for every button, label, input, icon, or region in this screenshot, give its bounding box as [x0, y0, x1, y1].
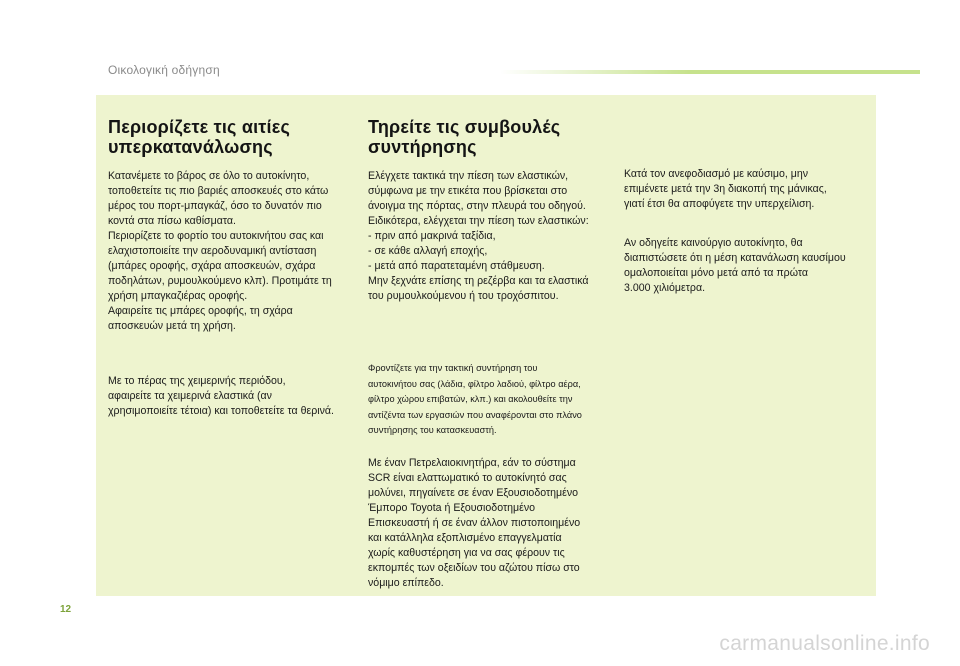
- new-car-consumption-paragraph: Αν οδηγείτε καινούργιο αυτοκίνητο, θα διαπιστώσετε ότι η μέση κατανάλωση καυσίμου ομαλοποιείται μόνο μετά από τα πρώτα 3.000 χιλιόμετρα.: [624, 237, 846, 294]
- regular-maintenance-paragraph: Φροντίζετε για την τακτική συντήρηση του αυτοκινήτου σας (λάδια, φίλτρο λαδιού, φίλτρο αέρα, φίλτρο χώρου επιβατών, κλπ.) και ακολουθείτε την αντίζέντα των εργασιών που αναφέρονται στο πλάνο συντήρησης του κατασκευαστή.: [368, 363, 582, 435]
- page-number: 12: [60, 604, 72, 615]
- tire-pressure-paragraph: Ελέγχετε τακτικά την πίεση των ελαστικών, σύμφωνα με την ετικέτα που βρίσκεται στο άνοιγμα της πόρτας, στην πλευρά του οδηγού. Ειδικότερα, ελέγχεται την πίεση των ελαστικών: - πριν από μακρινά ταξίδια, - σε κάθε αλλαγή εποχής, - μετά από παρατεταμένη στάθμευση. Μην ξεχνάτε επίσης τη ρεζέρβα και τα ελαστικά του ρυμουλκούμενου ή του τροχόσπιτου.: [368, 170, 589, 302]
- heading-maintenance-advice: Τηρείτε τις συμβουλές συντήρησης: [368, 117, 561, 157]
- watermark: carmanualsonline.info: [719, 632, 930, 655]
- header-accent-bar: [500, 70, 920, 74]
- load-distribution-paragraph: Κατανέμετε το βάρος σε όλο το αυτοκίνητο, τοποθετείτε τις πιο βαριές αποσκευές στο κάτω μέρος του πορτ-μπαγκάζ, όσο το δυνατόν πιο κοντά στα πίσω καθίσματα. Περιορίζετε το φορτίο του αυτοκινήτου σας και ελαχιστοποιείτε την αεροδυναμική αντίσταση (μπάρες οροφής, σχάρα αποσκευών, σχάρα ποδηλάτων, ρυμουλκούμενο κλπ). Προτιμάτε τη χρήση μπαγκαζιέρας οροφής. Αφαιρείτε τις μπάρες οροφής, τη σχάρα αποσκευών μετά τη χρήση.: [108, 170, 332, 332]
- middle-column: [368, 117, 618, 591]
- left-column: [108, 117, 356, 419]
- refueling-paragraph: Κατά τον ανεφοδιασμό με καύσιμο, μην επιμένετε μετά την 3η διακοπή της μάνικας, γιατί έτσι θα αποφύγετε την υπερχείλιση.: [624, 168, 827, 210]
- heading-reduce-overconsumption: Περιορίζετε τις αιτίες υπερκατανάλωσης: [108, 117, 291, 157]
- winter-tires-paragraph: Με το πέρας της χειμερινής περιόδου, αφαιρείτε τα χειμερινά ελαστικά (αν χρησιμοποιείτε τέτοια) και τοποθετείτε τα θερινά.: [108, 375, 334, 417]
- section-title: Οικολογική οδήγηση: [108, 63, 220, 77]
- right-column: [624, 167, 874, 296]
- scr-system-paragraph: Με έναν Πετρελαιοκινητήρα, εάν το σύστημα SCR είναι ελαττωματικό το αυτοκίνητό σας μολύνει, πηγαίνετε σε έναν Εξουσιοδοτημένο Έμπορο Toyota ή Εξουσιοδοτημένο Επισκευαστή ή σε έναν άλλον πιστοποιημένο και κατάλληλα εξοπλισμένο επαγγελματία χωρίς καθυστέρηση για να σας φέρουν τις εκπομπές των οξειδίων του αζώτου πίσω στο νόμιμο επίπεδο.: [368, 456, 581, 589]
